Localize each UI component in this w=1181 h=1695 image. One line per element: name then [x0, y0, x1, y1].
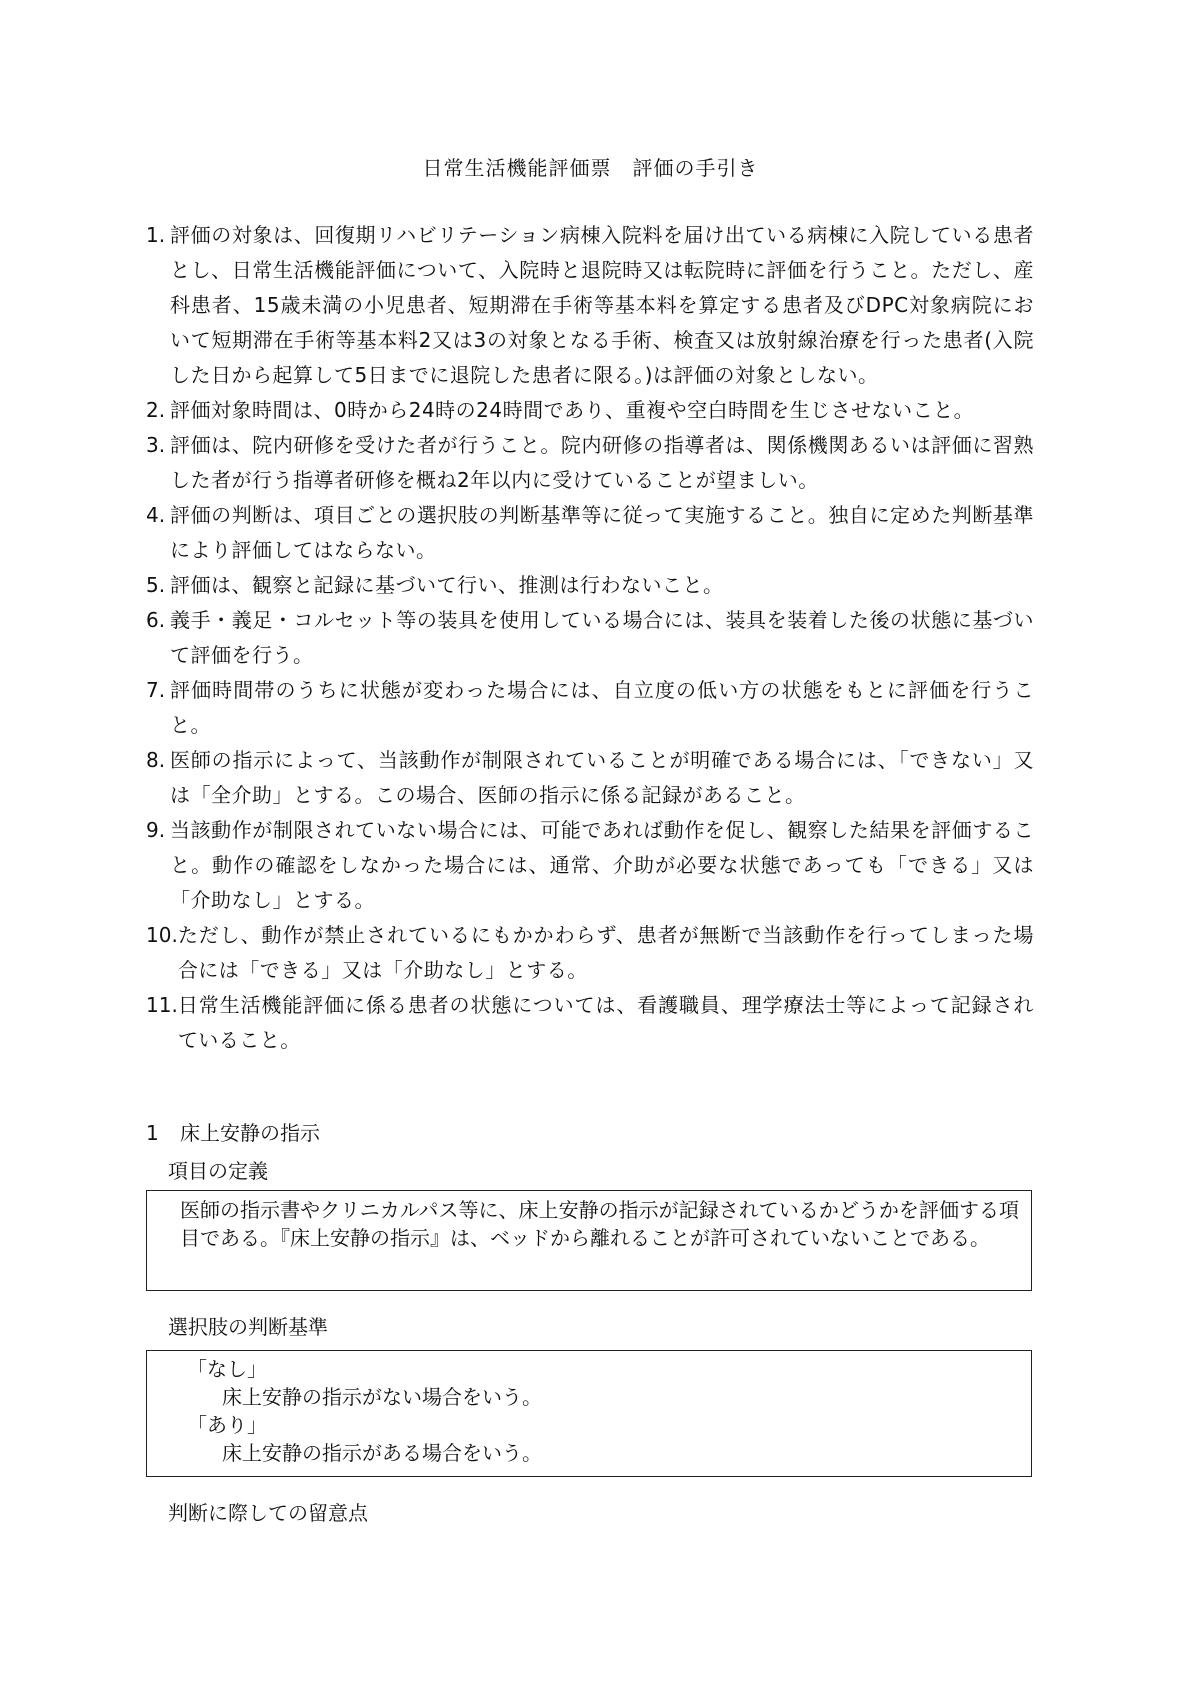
section-heading [146, 1117, 320, 1146]
rule-number: 6. [146, 608, 166, 632]
criteria-label: 選択肢の判断基準 [168, 1315, 328, 1339]
rule-number: 7. [146, 678, 166, 702]
criteria-box [146, 1350, 1032, 1477]
list-item [146, 603, 1034, 673]
list-item [146, 218, 1034, 393]
list-item [146, 673, 1034, 743]
rule-text: 評価時間帯のうちに状態が変わった場合には、自立度の低い方の状態をもとに評価を行うこと。 [170, 678, 1034, 737]
rule-number: 8. [146, 748, 166, 772]
rule-text: 評価対象時間は、0時から24時の24時間であり、重複や空白時間を生じさせないこと。 [170, 398, 975, 422]
rule-text: 日常生活機能評価に係る患者の状態については、看護職員、理学療法士等によって記録されていること。 [177, 993, 1034, 1052]
list-item [146, 498, 1034, 568]
option-label: 「なし」 [187, 1357, 267, 1381]
rule-text: 評価の判断は、項目ごとの選択肢の判断基準等に従って実施すること。独自に定めた判断基準により評価してはならない。 [170, 503, 1034, 562]
list-item [146, 428, 1034, 498]
rule-number: 2. [146, 398, 166, 422]
section-number: 1 [146, 1121, 159, 1145]
rule-number: 9. [146, 818, 166, 842]
rules-list [146, 218, 1034, 1058]
list-item [146, 393, 1034, 428]
list-item [146, 743, 1034, 813]
rule-text: 評価の対象は、回復期リハビリテーション病棟入院料を届け出ている病棟に入院している患者とし、日常生活機能評価について、入院時と退院時又は転院時に評価を行うこと。ただし、産科患者、15歳未満の小児患者、短期滞在手術等基本料を算定する患者及びDPC対象病院において短期滞在手術等基本料2又は3の対象となる手術、検査又は放射線治療を行った患者(入院した日から起算して5日までに退院した患者に限る。)は評価の対象としない。 [170, 223, 1034, 387]
rule-text: 評価は、院内研修を受けた者が行うこと。院内研修の指導者は、関係機関あるいは評価に習熟した者が行う指導者研修を概ね2年以内に受けていることが望ましい。 [170, 433, 1034, 492]
section-title: 床上安静の指示 [180, 1121, 320, 1145]
option-description: 床上安静の指示がある場合をいう。 [222, 1441, 542, 1465]
rule-number: 4. [146, 503, 166, 527]
rule-number: 11. [146, 993, 178, 1017]
rule-text: 評価は、観察と記録に基づいて行い、推測は行わないこと。 [170, 573, 724, 597]
definition-label: 項目の定義 [168, 1159, 268, 1183]
list-item [146, 918, 1034, 988]
list-item [146, 813, 1034, 918]
option-description: 床上安静の指示がない場合をいう。 [222, 1385, 542, 1409]
rule-text: ただし、動作が禁止されているにもかかわらず、患者が無断で当該動作を行ってしまった場合には「できる」又は「介助なし」とする。 [177, 923, 1034, 982]
definition-box [146, 1190, 1032, 1291]
page-title: 日常生活機能評価票 評価の手引き [422, 156, 759, 180]
list-item [146, 988, 1034, 1058]
rule-number: 3. [146, 433, 166, 457]
rule-text: 義手・義足・コルセット等の装具を使用している場合には、装具を装着した後の状態に基づいて評価を行う。 [170, 608, 1034, 667]
definition-text: 医師の指示書やクリニカルパス等に、床上安静の指示が記録されているかどうかを評価する項目である。『床上安静の指示』は、ベッドから離れることが許可されていないことである。 [180, 1198, 1019, 1250]
rule-number: 1. [146, 223, 166, 247]
rule-text: 医師の指示によって、当該動作が制限されていることが明確である場合には、「できない」又は「全介助」とする。この場合、医師の指示に係る記録があること。 [170, 748, 1034, 807]
list-item [146, 568, 1034, 603]
option-label: 「あり」 [187, 1413, 267, 1437]
rule-number: 5. [146, 573, 166, 597]
notes-label: 判断に際しての留意点 [168, 1501, 368, 1525]
rule-number: 10. [146, 923, 178, 947]
rule-text: 当該動作が制限されていない場合には、可能であれば動作を促し、観察した結果を評価すること。動作の確認をしなかった場合には、通常、介助が必要な状態であっても「できる」又は「介助なし」とする。 [170, 818, 1034, 912]
